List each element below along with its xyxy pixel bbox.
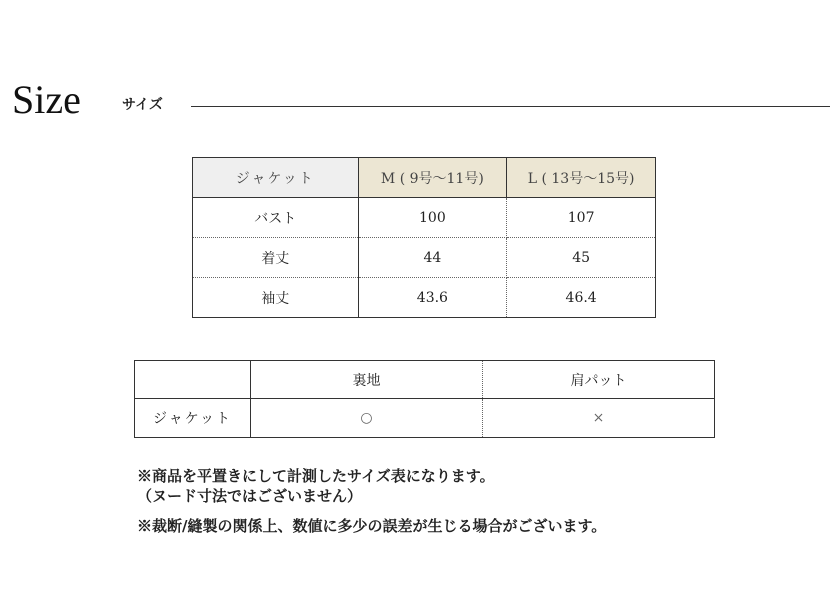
table-row [193,238,656,278]
spec-table-header-row [135,361,715,399]
size-row-label-length: 着丈 [193,238,359,278]
spec-row-label-jacket: ジャケット [135,399,251,438]
size-cell-bust-m: 100 [358,198,507,238]
size-table-header-l: L ( 13号～15号) [507,158,656,198]
title-divider [191,106,830,107]
spec-table-header-lining: 裏地 [251,361,483,399]
size-row-label-bust: バスト [193,198,359,238]
size-table-header-m: M ( 9号～11号) [358,158,507,198]
spec-cell-lining: ○ [251,399,483,438]
size-row-label-sleeve: 袖丈 [193,278,359,318]
page-subtitle: サイズ [122,97,163,113]
notes-block [137,466,817,536]
spec-table-header-shoulder-pad: 肩パット [483,361,715,399]
page-title: Size [12,77,81,122]
size-table-header-row [193,158,656,198]
size-cell-length-m: 44 [358,238,507,278]
size-table [192,157,656,318]
size-cell-sleeve-m: 43.6 [358,278,507,318]
note-tolerance: ※裁断/縫製の関係上、数値に多少の誤差が生じる場合がございます。 [137,517,607,535]
table-row [193,198,656,238]
table-row [135,399,715,438]
table-row [193,278,656,318]
spec-cell-shoulder-pad: × [592,410,605,426]
size-cell-length-l: 45 [507,238,656,278]
spec-table [134,360,715,438]
size-cell-bust-l: 107 [507,198,656,238]
size-header [0,0,830,140]
spec-table-header-blank [135,361,251,399]
size-table-header-item: ジャケット [193,158,359,198]
note-not-nude: （ヌード寸法ではございません） [137,487,363,505]
note-measurement: ※商品を平置きにして計測したサイズ表になります。 [137,467,495,485]
size-cell-sleeve-l: 46.4 [565,289,597,306]
